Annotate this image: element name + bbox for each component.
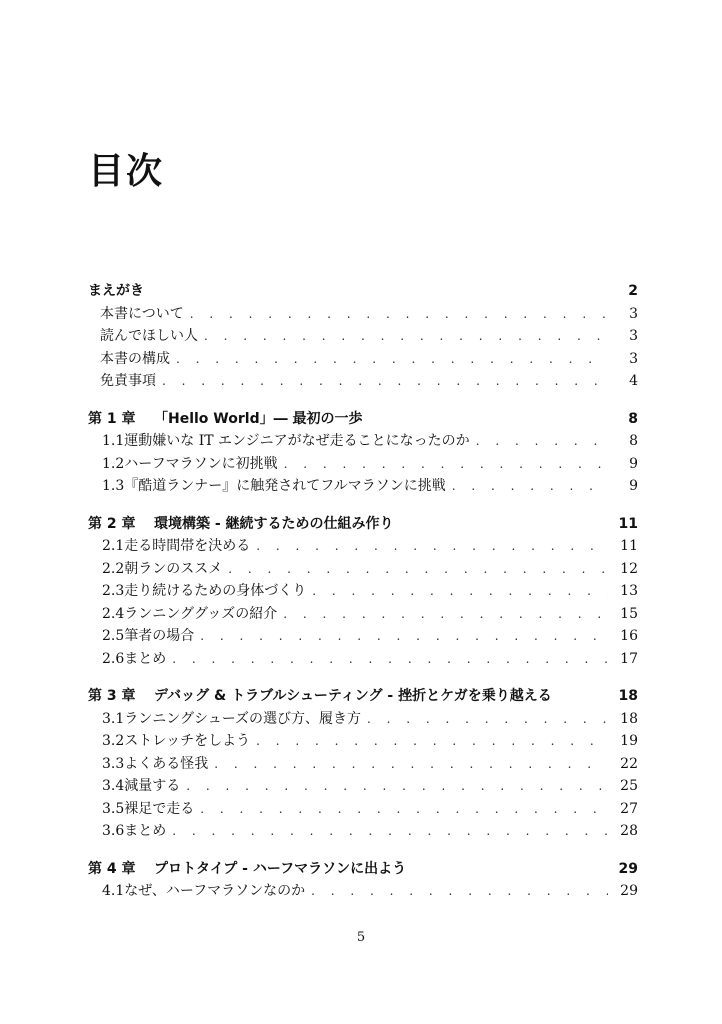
toc-entry-page: 8: [628, 410, 638, 427]
section-number: 3.1: [102, 710, 125, 727]
toc-chapter-2[interactable]: [88, 513, 638, 536]
toc-entry-page: 18: [620, 710, 638, 727]
toc-section[interactable]: [88, 753, 638, 776]
toc-section[interactable]: [88, 648, 638, 671]
section-number: 1.2: [102, 455, 125, 472]
toc-entry-title: ストレッチをしよう: [124, 733, 251, 749]
toc-entry-title: 「Hello World」― 最初の一歩: [154, 410, 363, 427]
toc-section[interactable]: [88, 430, 638, 453]
dot-leader: [228, 558, 608, 581]
toc-entry-title: まとめ: [124, 823, 167, 839]
section-number: 2.4: [102, 605, 125, 622]
toc-entry-page: 19: [620, 733, 638, 749]
toc-entry-title: 『酷道ランナー』に触発されてフルマラソンに挑戦: [124, 478, 446, 494]
toc-entry-page: 17: [620, 650, 638, 667]
section-number: 2.3: [102, 583, 125, 599]
toc-entry-title: 環境構築 - 継続するための仕組み作り: [154, 515, 394, 532]
section-number: 2.5: [102, 628, 125, 644]
toc-section[interactable]: [88, 625, 638, 648]
chapter-number: 第 1 章: [88, 410, 136, 427]
dot-leader: [367, 708, 608, 731]
toc-entry-page: 2: [628, 283, 638, 299]
toc-section[interactable]: [88, 880, 638, 903]
toc-entry-title: 朝ランのススメ: [124, 560, 223, 577]
toc-entry-title: 走る時間帯を決める: [124, 538, 251, 554]
toc-item[interactable]: [88, 325, 638, 348]
section-number: 3.2: [102, 733, 125, 749]
chapter-number: 第 4 章: [88, 860, 136, 877]
toc-chapter-4[interactable]: [88, 858, 638, 881]
toc-item[interactable]: [88, 303, 638, 326]
dot-leader: [204, 325, 608, 348]
toc-entry-title: まとめ: [124, 650, 167, 667]
toc-item[interactable]: [88, 370, 638, 393]
section-number: 1.1: [102, 433, 125, 449]
dot-leader: [283, 603, 608, 626]
toc-entry-page: 27: [620, 800, 638, 817]
toc-entry-title: まえがき: [88, 283, 144, 299]
section-number: 2.2: [102, 560, 125, 577]
dot-leader: [200, 798, 608, 821]
dot-leader: [312, 580, 608, 603]
section-number: 3.6: [102, 823, 125, 839]
toc-section[interactable]: [88, 798, 638, 821]
toc-entry-page: 29: [618, 860, 638, 877]
dot-leader: [172, 820, 608, 843]
toc-section[interactable]: [88, 558, 638, 581]
toc-entry-title: なぜ、ハーフマラソンなのか: [124, 883, 306, 899]
section-number: 2.6: [102, 650, 125, 667]
toc-entry-title: よくある怪我: [124, 755, 209, 772]
dot-leader: [162, 370, 608, 393]
page-number: 5: [356, 930, 366, 945]
toc-entry-page: 15: [620, 605, 638, 622]
section-number: 2.1: [102, 538, 125, 554]
toc-entry-page: 3: [629, 305, 638, 322]
toc-entry-page: 9: [629, 455, 638, 472]
toc-entry-page: 3: [629, 328, 638, 344]
section-number: 1.3: [102, 478, 125, 494]
toc-entry-page: 8: [629, 433, 638, 449]
toc-section[interactable]: [88, 708, 638, 731]
toc-entry-title: 免責事項: [100, 373, 156, 389]
toc-entry-title: ハーフマラソンに初挑戦: [124, 455, 278, 472]
toc-entry-page: 22: [620, 755, 638, 772]
toc-entry-title: プロトタイプ - ハーフマラソンに出よう: [154, 860, 407, 877]
dot-leader: [172, 648, 608, 671]
toc-entry-title: 筆者の場合: [124, 628, 195, 644]
toc-entry-page: 25: [620, 778, 638, 794]
toc-entry-page: 29: [620, 883, 638, 899]
toc-entry-page: 9: [629, 478, 638, 494]
toc-entry-page: 11: [620, 538, 638, 554]
toc-entry-page: 18: [618, 688, 638, 704]
dot-leader: [190, 303, 608, 326]
dot-leader: [256, 535, 608, 558]
toc-section[interactable]: [88, 453, 638, 476]
toc-item[interactable]: [88, 348, 638, 371]
dot-leader: [200, 625, 608, 648]
toc-entry-title: デバッグ & トラブルシューティング - 挫折とケガを乗り越える: [154, 688, 552, 704]
table-of-contents: [88, 280, 638, 903]
toc-section[interactable]: [88, 580, 638, 603]
toc-entry-title: 本書の構成: [100, 350, 170, 367]
dot-leader: [311, 880, 608, 903]
toc-entry-title: ランニングシューズの選び方、履き方: [124, 710, 362, 727]
toc-chapter-1[interactable]: [88, 408, 638, 431]
dot-leader: [284, 453, 608, 476]
toc-entry-page: 13: [620, 583, 638, 599]
toc-entry-page: 3: [629, 350, 638, 367]
section-number: 3.4: [102, 778, 125, 794]
toc-section[interactable]: [88, 775, 638, 798]
toc-entry-page: 4: [629, 373, 638, 389]
toc-chapter-3[interactable]: [88, 685, 638, 708]
dot-leader: [186, 775, 608, 798]
toc-entry-page: 16: [620, 628, 638, 644]
toc-entry-title: 減量する: [124, 778, 181, 794]
dot-leader: [176, 348, 608, 371]
toc-entry-title: 読んでほしい人: [100, 328, 198, 344]
dot-leader: [214, 753, 608, 776]
toc-entry-title: 本書について: [100, 305, 184, 322]
section-number: 3.5: [102, 800, 125, 817]
dot-leader: [476, 430, 608, 453]
page-title: 目次: [88, 151, 165, 192]
toc-entry-page: 28: [620, 823, 638, 839]
toc-entry-title: ランニンググッズの紹介: [124, 605, 278, 622]
toc-entry-title: 運動嫌いな IT エンジニアがなぜ走ることになったのか: [124, 433, 470, 449]
toc-section[interactable]: [88, 535, 638, 558]
toc-preface[interactable]: [88, 280, 638, 303]
chapter-number: 第 2 章: [88, 515, 136, 532]
toc-section[interactable]: [88, 603, 638, 626]
section-number: 4.1: [102, 883, 125, 899]
section-number: 3.3: [102, 755, 125, 772]
toc-section[interactable]: [88, 820, 638, 843]
toc-section[interactable]: [88, 475, 638, 498]
toc-section[interactable]: [88, 730, 638, 753]
toc-entry-page: 12: [620, 560, 638, 577]
toc-entry-title: 裸足で走る: [124, 800, 195, 817]
toc-entry-page: 11: [618, 515, 638, 532]
dot-leader: [256, 730, 608, 753]
chapter-number: 第 3 章: [88, 688, 136, 704]
dot-leader: [452, 475, 608, 498]
toc-entry-title: 走り続けるための身体づくり: [124, 583, 307, 599]
